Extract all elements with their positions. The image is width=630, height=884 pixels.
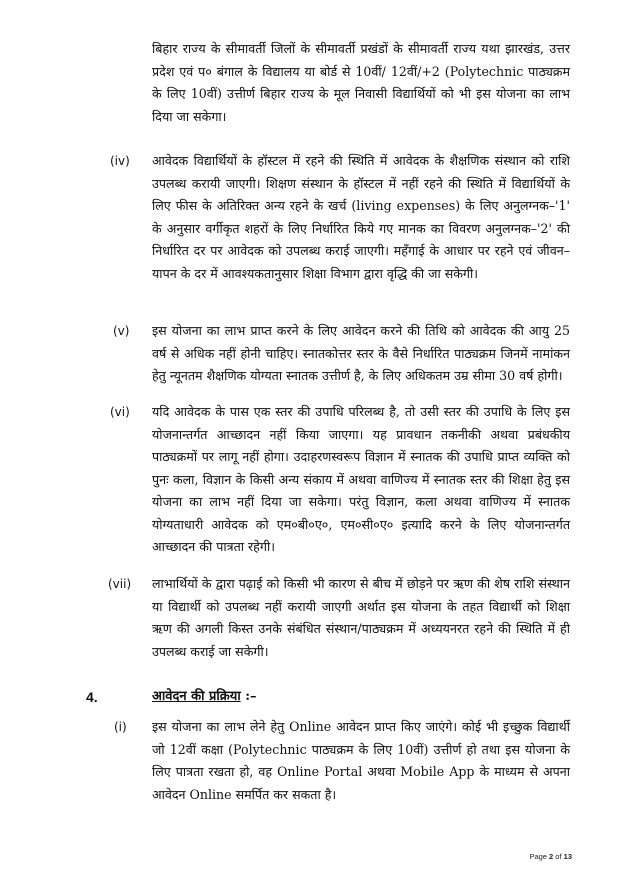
item-number: (iv) (110, 154, 130, 168)
section-title: आवेदन की प्रक्रिया (152, 689, 241, 704)
page-number: 2 (549, 852, 554, 861)
of-label: of (553, 852, 564, 861)
section-title-suffix: :– (240, 689, 257, 704)
item-number: (i) (114, 720, 127, 734)
total-pages: 13 (563, 852, 572, 861)
item-number: (vi) (110, 405, 130, 419)
item-number: (vii) (108, 577, 132, 591)
item-text: यदि आवेदक के पास एक स्तर की उपाधि परिलब्ध है, तो उसी स्तर की उपाधि के लिए इस योजनान्तर्गत आच्छादन नहीं किया जाएगा। यह प्रावधान तकनीकी अथवा प्रबंधकीय पाठ्यक्रमों पर लागू नहीं होगा। उदाहरणस्वरूप विज्ञान में स्नातक की उपाधि प्राप्त व्यक्ति को पुनः कला, विज्ञान के किसी अन्य संकाय में अथवा वाणिज्य में स्नातक स्तर की शिक्षा हेतु इस योजना का लाभ नहीं दिया जा सकेगा। परंतु विज्ञान, कला अथवा वाणिज्य में स्नातक योग्यताधारी आवेदक को एम०बी०ए०, एम०सी०ए० इत्यादि करने के लिए योजनान्तर्गत आच्छादन की पात्रता रहेगी। (152, 404, 570, 554)
item-text: लाभार्थियों के द्वारा पढ़ाई को किसी भी कारण से बीच में छोड़ने पर ऋण की शेष राशि संस्थान या विद्यार्थी को उपलब्ध नहीं करायी जाएगी अर्थात इस योजना के तहत विद्यार्थी को शिक्षा ऋण की अगली किस्त उनके संबंधित संस्थान/पाठ्यक्रम में अध्ययनरत रहने की स्थिति में ही उपलब्ध कराई जा सकेगी। (152, 576, 570, 659)
item-number: (v) (113, 324, 130, 338)
section-number: 4. (86, 689, 98, 705)
intro-paragraph: बिहार राज्य के सीमावर्ती जिलों के सीमावर्ती प्रखंडों के सीमावर्ती राज्य यथा झारखंड, उत्तर प्रदेश एवं प० बंगाल के विद्यालय या बोर्ड से 10वीं/ 12वीं/+2 (Polytechnic पाठ्यक्रम के लिए 10वीं) उत्तीर्ण बिहार राज्य के मूल निवासी विद्यार्थियों को भी इस योजना का लाभ दिया जा सकेगा। (152, 41, 570, 124)
page-footer (529, 852, 572, 861)
section-heading (152, 686, 257, 708)
page-label: Page (529, 852, 550, 861)
item-text: इस योजना का लाभ लेने हेतु Online आवेदन प्राप्त किए जाएंगे। कोई भी इच्छुक विद्यार्थी जो 12वीं कक्षा (Polytechnic पाठ्यक्रम के लिए 10वीं) उत्तीर्ण हो तथा इस योजना के लिए पात्रता रखता हो, वह Online Portal अथवा Mobile App के माध्यम से अपना आवेदन Online समर्पित कर सकता है। (152, 719, 570, 802)
item-text: आवेदक विद्यार्थियों के हॉस्टल में रहने की स्थिति में आवेदक के शैक्षणिक संस्थान को राशि उपलब्ध करायी जाएगी। शिक्षण संस्थान के हॉस्टल में नहीं रहने की स्थिति में विद्यार्थियों के लिए फीस के अतिरिक्त अन्य रहने के खर्च (living expenses) के लिए अनुलग्नक–'1' के अनुसार वर्गीकृत शहरों के लिए निर्धारित किये गए मानक का विवरण अनुलग्नक–'2' की निर्धारित दर पर आवेदक को उपलब्ध कराई जाएगी। महँगाई के आधार पर रहने एवं जीवन–यापन के दर में आवश्यकतानुसार शिक्षा विभाग द्वारा वृद्धि की जा सकेगी। (152, 153, 570, 281)
item-text: इस योजना का लाभ प्राप्त करने के लिए आवेदन करने की तिथि को आवेदक की आयु 25 वर्ष से अधिक नहीं होनी चाहिए। स्नातकोत्तर स्तर के वैसे निर्धारित पाठ्यक्रम जिनमें नामांकन हेतु न्यूनतम शैक्षणिक योग्यता स्नातक उत्तीर्ण है, के लिए अधिकतम उम्र सीमा 30 वर्ष होगी। (152, 323, 570, 383)
